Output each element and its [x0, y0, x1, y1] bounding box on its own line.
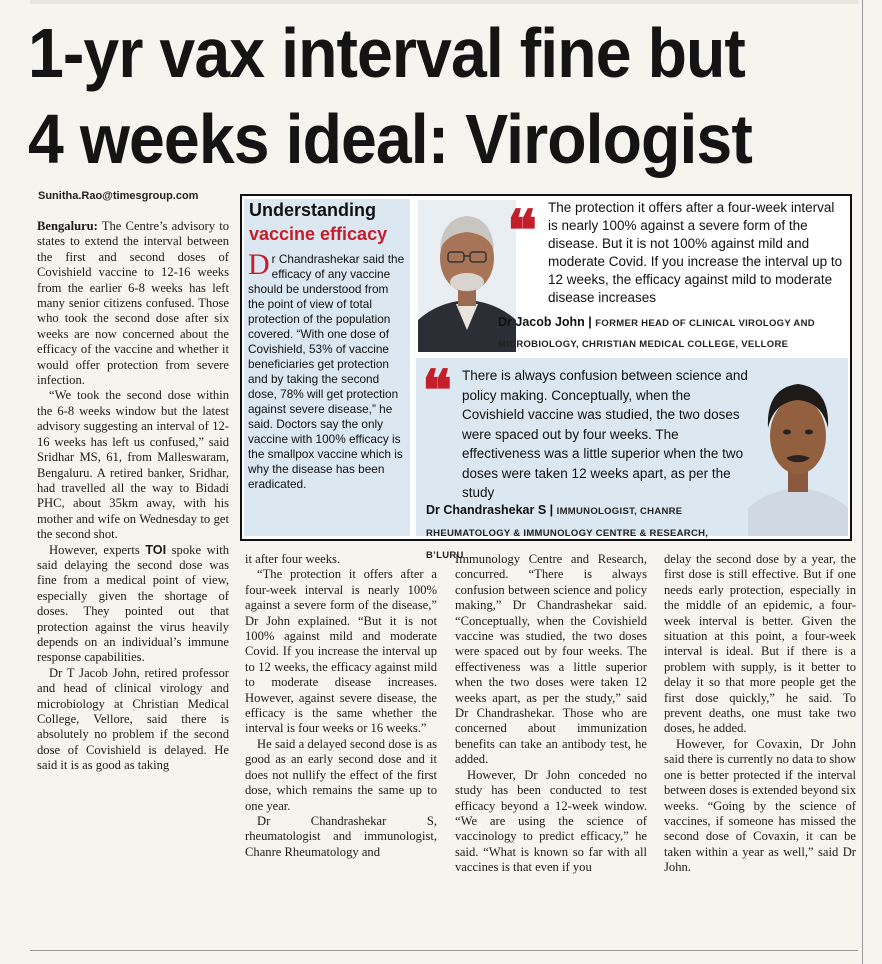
headline-line-1: 1-yr vax interval fine but [28, 14, 745, 92]
paragraph: “We took the second dose within the 6-8 weeks window but the latest advisory suggesting an interval of 12-16 weeks has left us confused,” said Sridhar MS, 61, from Malleswaram, Bengaluru. A retired banker, Sridhar, had travelled all the way to Bidadi PHC, about 35km away, with his mother and wife on Wednesday to get the second shot. [37, 388, 229, 542]
quote-text-john: The protection it offers after a four-week interval is nearly 100% against a severe form of the disease. But it is not 100% against mild and moderate Covid. If you increase the interval up to 12 weeks, the efficacy against mild to moderate disease increases [548, 200, 843, 305]
adjacent-column-edge [862, 0, 882, 964]
sidebar-body: Dr Chandrashekar said the efficacy of any vaccine should be understood from the point of view of total protection of the population covered. “With one dose of Covishield, 53% of vaccine beneficiaries get protection and by taking the second dose, 78% will get protection against severe disease,” he said. Doctors say the only vaccine with 100% efficacy is the smallpox vaccine which is why the disease has been eradicated. [248, 248, 405, 491]
paragraph: Dr Chandrashekar S, rheumatologist and immunologist, Chanre Rheumatology and [245, 813, 437, 859]
paragraph: it after four weeks. [245, 552, 341, 566]
sidebar-title: Understanding [249, 200, 377, 220]
quote-credit-john: Dr Jacob John | FORMER HEAD OF CLINICAL VIROLOGY AND MICROBIOLOGY, CHRISTIAN MEDICAL COLLEGE, VELLORE [498, 315, 815, 350]
drop-cap: D [248, 248, 270, 281]
byline: Sunitha.Rao@timesgroup.com [38, 190, 199, 202]
portrait-chandrashekar [748, 368, 848, 536]
quote-credit-chandrashekar: Dr Chandrashekar S | IMMUNOLOGIST, CHANRE RHEUMATOLOGY & IMMUNOLOGY CENTRE & RESEARCH, B’LURU [426, 503, 709, 561]
toi-mark: TOI [145, 542, 167, 557]
quote-desc: IMMUNOLOGIST, CHANRE RHEUMATOLOGY & IMMUNOLOGY CENTRE & RESEARCH, B’LURU [426, 506, 709, 561]
paragraph: However, experts TOI spoke with said delaying the second dose was fine from a medical point of view, especially given the shortage of doses. They pointed out that protection against the virus heavily depends on an individual’s immune response capabilities. [37, 542, 229, 665]
sidebar-subtitle: vaccine efficacy [249, 224, 388, 244]
paragraph: Immunology Centre and Research, concurred. “There is always confusion between science and policy making,” Dr Chandrashekar said. “Conceptually, when the Covishield vaccine was studied, the two doses were spaced out by four weeks. The effectiveness was a little superior when the two doses were taken 12 weeks apart, as per the study,” said Dr Chandrashekar. Those who are concerned about immunization benefits can take an antibody test, he added. [455, 552, 647, 767]
quote-text-chandrashekar: There is always confusion between science and policy making. Conceptually, when the Covishield vaccine was studied, the two doses were spaced out by four weeks. The effectiveness was a little superior when the two doses were taken 12 weeks apart, as per the study [462, 368, 748, 500]
headline [28, 10, 782, 182]
headline-line-2: 4 weeks ideal: Virologist [28, 100, 752, 178]
top-rule [30, 0, 858, 4]
paragraph: However, Dr John conceded no study has been conducted to test efficacy beyond a 12-week window. “We are using the science of vaccinology to predict efficacy,” he said. “What is known so far with all vaccines is that even if you [455, 767, 647, 875]
paragraph: Dr T Jacob John, retired professor and head of clinical virology and microbiology at Christian Medical College, Vellore, said there is absolutely no problem if the second dose of Covishield is delayed. He said it is as good as taking [37, 665, 229, 773]
article-column-4 [664, 552, 856, 876]
quote-mark-icon: ❝ [422, 361, 453, 423]
paragraph: However, for Covaxin, Dr John said there is currently no data to show one is better protected if the interval between doses is extended beyond six weeks. “Going by the science of vaccines, if someone has missed the second dose of Covaxin, it can be taken within a year as well,” said Dr John. [664, 736, 856, 875]
dateline: Bengaluru: [37, 219, 98, 233]
quote-name: Dr Chandrashekar S [426, 503, 547, 517]
quote-mark-icon: ❝ [507, 201, 538, 263]
paragraph: Bengaluru: The Centre’s advisory to states to extend the interval between the first and second doses of Covishield vaccine to 12-16 weeks from the earlier 6-8 weeks has left many senior citizens confused. Those who took the second dose after six weeks are now concerned about the efficacy of the vaccine and whether it would offer protection from severe infection. [37, 219, 229, 388]
quote-desc: FORMER HEAD OF CLINICAL VIROLOGY AND MICROBIOLOGY, CHRISTIAN MEDICAL COLLEGE, VELLORE [498, 318, 815, 350]
quote-name: Dr Jacob John [498, 315, 585, 329]
paragraph: delay the second dose by a year, the first dose is still effective. But if one needs early protection, especially in the middle of an epidemic, a four-week interval is better. Given the situation at this point, a four-week interval is ideal. But if there is a problem with supply, is it better to delay it so that more people get the first dose quickly,” he said. To prevent deaths, one must take two doses, he added. [664, 552, 856, 736]
paragraph: He said a delayed second dose is as good as an early second dose and it does not nullify the effect of the first dose, which remains the same up to one year. [245, 736, 437, 813]
article-column-1 [37, 219, 229, 774]
article-column-3 [455, 552, 647, 876]
article-column-2 [245, 552, 437, 860]
bottom-rule [30, 950, 858, 951]
paragraph: “The protection it offers after a four-week interval is nearly 100% against a severe form of the disease,” Dr John explained. “But it is not 100% against mild and moderate Covid. If you increase the interval up to 12 weeks, the efficacy against mild to moderate disease increases. However, against severe disease, the efficacy is the same whether the interval is four weeks or 16 weeks.” [245, 567, 437, 736]
